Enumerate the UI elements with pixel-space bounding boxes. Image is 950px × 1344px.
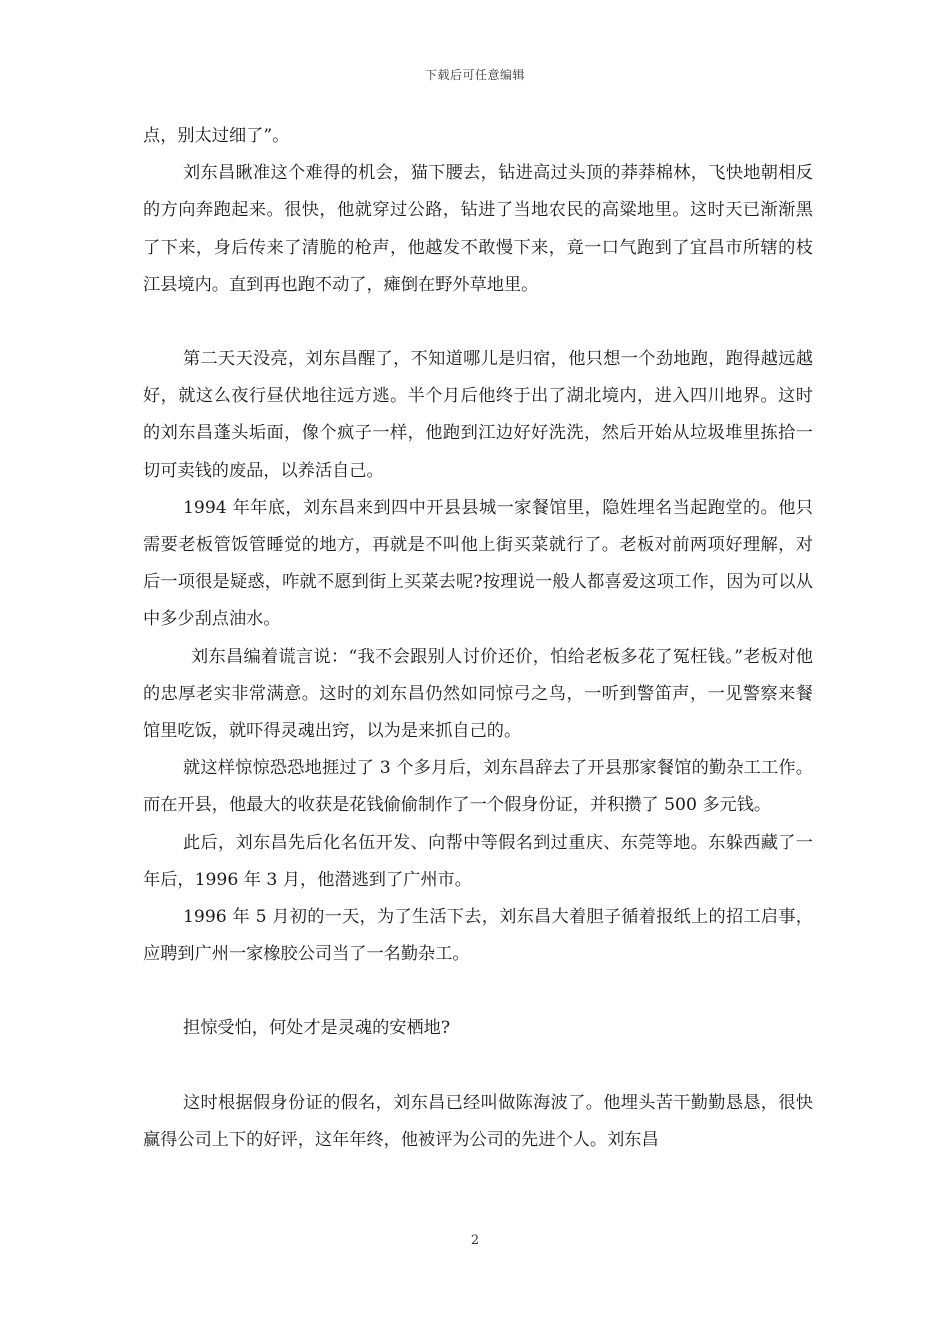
paragraph-1996: 1996 年 5 月初的一天，为了生活下去，刘东昌大着胆子循着报纸上的招工启事，应聘到广州一家橡胶公司当了一名勤杂工。 [143, 907, 813, 965]
paragraph-next-day: 第二天天没亮，刘东昌醒了，不知道哪儿是归宿，他只想一个劲地跑，跑得越远越好，就这么夜行昼伏地往远方逃。半个月后他终于出了湖北境内，进入四川地界。这时的刘东昌蓬头垢面，像个疯子一样，他跑到江边好好洗洗，然后开始从垃圾堆里拣拾一切可卖钱的废品，以养活自己。 [143, 349, 813, 481]
paragraph-three-months: 就这样惊惊恐恐地捱过了 3 个多月后，刘东昌辞去了开县那家餐馆的勤杂工工作。而在开县，他最大的收获是花钱偷偷制作了一个假身份证，并积攒了 500 多元钱。 [143, 758, 813, 816]
paragraph-alias-chen: 这时根据假身份证的假名，刘东昌已经叫做陈海波了。他埋头苦干勤勤恳恳，很快赢得公司上下的好评，这年年终，他被评为公司的先进个人。刘东昌 [143, 1092, 813, 1150]
paragraph-1994: 1994 年年底，刘东昌来到四中开县县城一家餐馆里，隐姓埋名当起跑堂的。他只需要老板管饭管睡觉的地方，再就是不叫他上街买菜就行了。老板对前两项好理解，对后一项很是疑惑，咋就不愿到街上买菜去呢?按理说一般人都喜爱这项工作，因为可以从中多少刮点油水。 [143, 497, 813, 630]
page-number: 2 [470, 1233, 480, 1248]
paragraph-escape: 刘东昌瞅准这个难得的机会，猫下腰去，钻进高过头顶的莽莽棉林，飞快地朝相反的方向奔跑起来。很快，他就穿过公路，钻进了当地农民的高粱地里。这时天已渐渐黑了下来，身后传来了清脆的枪声，他越发不敢慢下来，竟一口气跑到了宜昌市所辖的枝江县境内。直到再也跑不动了，瘫倒在野外草地里。 [143, 163, 813, 295]
document-body [143, 118, 813, 1159]
paragraph-continuation: 点，别太过细了”。 [143, 126, 290, 146]
section-heading: 担惊受怕，何处才是灵魂的安栖地? [183, 1018, 451, 1039]
paragraph-lie: 刘东昌编着谎言说：“我不会跟别人讨价还价，怕给老板多花了冤枉钱。”老板对他的忠厚老实非常满意。这时的刘东昌仍然如同惊弓之鸟，一听到警笛声，一见警察来餐馆里吃饭，就吓得灵魂出窍，以为是来抓自己的。 [143, 646, 813, 742]
paragraph-aliases: 此后，刘东昌先后化名伍开发、向帮中等假名到过重庆、东莞等地。东躲西藏了一年后，1996 年 3 月，他潜逃到了广州市。 [143, 832, 813, 890]
page-header: 下载后可任意编辑 [424, 68, 525, 82]
